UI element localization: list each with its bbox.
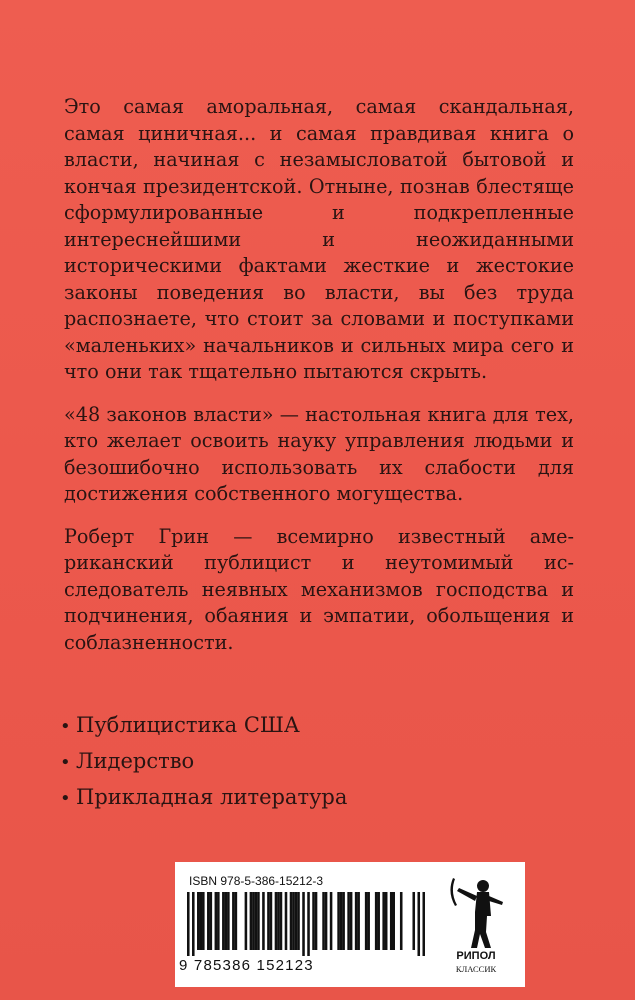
category-label: Прикладная литература <box>76 785 348 809</box>
barcode-bar <box>250 892 253 950</box>
barcode-bar <box>340 892 343 950</box>
barcode-bar <box>382 892 385 950</box>
barcode-bar <box>400 892 403 950</box>
barcode-bar <box>390 892 393 950</box>
annotation-text <box>64 94 574 672</box>
barcode-bar <box>285 892 288 950</box>
barcode-bar <box>322 892 325 950</box>
barcode-bar <box>227 892 230 950</box>
barcode-bar <box>222 892 225 950</box>
barcode-bar <box>262 892 265 950</box>
barcode-bar <box>202 892 205 950</box>
bullet-icon: • <box>60 788 71 809</box>
annotation-paragraph-2: «48 законов власти» — настольная книга для тех, кто желает освоить науку управления людьми и безошибочно использовать их слабости для достижения собственного могущества. <box>64 402 574 505</box>
publisher-name: РИПОЛ <box>456 950 496 962</box>
barcode-bar <box>377 892 380 950</box>
annotation-paragraph-1: Это самая аморальная, самая скандальная, самая циничная... и самая правдивая книга о власти, начиная с незамысловатой бытовой и кончая президентской. Отныне, познав блестяще сформулированные и подкрепленные интереснейшими и неожиданными историческими фактами жесткие и жестокие законы поведения во власти, вы без труда распознаете, что стоит за словами и поступками «маленьких» начальников и сильных мира сего и что они так тщательно пытаются скрыть. <box>64 95 574 383</box>
barcode-bar <box>365 892 368 950</box>
barcode-bar <box>302 892 305 956</box>
barcode-bar <box>207 892 210 950</box>
barcode-bar <box>412 892 415 950</box>
publisher-logo <box>437 872 517 982</box>
barcode-bar <box>225 892 228 950</box>
barcode-bar <box>422 892 425 956</box>
barcode-bar <box>270 892 273 950</box>
barcode-bar <box>315 892 318 950</box>
barcode-bar <box>307 892 310 956</box>
barcode-panel <box>175 862 525 987</box>
bullet-icon: • <box>60 716 71 737</box>
barcode-bar <box>252 892 255 950</box>
barcode-bar <box>255 892 258 950</box>
barcode-bar <box>367 892 370 950</box>
bullet-icon: • <box>60 752 71 773</box>
barcode-bar <box>295 892 298 950</box>
barcode-bar <box>257 892 260 950</box>
barcode-bar <box>215 892 218 950</box>
barcode-bar <box>357 892 360 950</box>
barcode-bar <box>275 892 278 950</box>
barcode-bar <box>297 892 300 950</box>
barcode-bar <box>392 892 395 950</box>
barcode-bar <box>355 892 358 950</box>
barcode-bar <box>187 892 190 956</box>
barcode-bar <box>290 892 293 950</box>
barcode-bar <box>280 892 283 950</box>
barcode-bar <box>337 892 340 950</box>
barcode-bar <box>232 892 235 950</box>
barcode-bar <box>342 892 345 950</box>
category-item <box>60 744 580 780</box>
barcode-bar <box>200 892 203 950</box>
barcode-bar <box>385 892 388 950</box>
barcode-icon <box>187 892 425 956</box>
barcode-bar <box>350 892 353 950</box>
category-label: Лидерство <box>76 749 195 773</box>
archer-icon <box>437 872 517 952</box>
barcode-bar <box>330 892 333 950</box>
barcode-bar <box>235 892 238 950</box>
barcode-bar <box>197 892 200 950</box>
category-list <box>60 708 580 816</box>
barcode-bar <box>292 892 295 950</box>
annotation-paragraph-3: Роберт Грин — всемирно известный американский публицист и неутомимый исследователь неявных механизмов господства и подчинения, обаяния и эмпатии, обольщения и соблазненности. <box>64 524 574 654</box>
barcode-bar <box>277 892 280 950</box>
barcode-bar <box>417 892 420 956</box>
barcode-bar <box>347 892 350 950</box>
barcode-bar <box>312 892 315 950</box>
category-item <box>60 780 580 816</box>
barcode-bar <box>210 892 213 950</box>
isbn-number: ISBN 978-5-386-15212-3 <box>189 874 324 888</box>
category-label: Публицистика США <box>76 713 300 737</box>
barcode-digits: 9 785386 152123 <box>179 957 314 974</box>
category-item <box>60 708 580 744</box>
barcode-bar <box>192 892 195 956</box>
publisher-subname: КЛАССИК <box>455 964 497 974</box>
barcode-bar <box>245 892 248 950</box>
barcode-bar <box>217 892 220 950</box>
barcode-bar <box>375 892 378 950</box>
barcode-bar <box>267 892 270 950</box>
barcode-bar <box>325 892 328 950</box>
